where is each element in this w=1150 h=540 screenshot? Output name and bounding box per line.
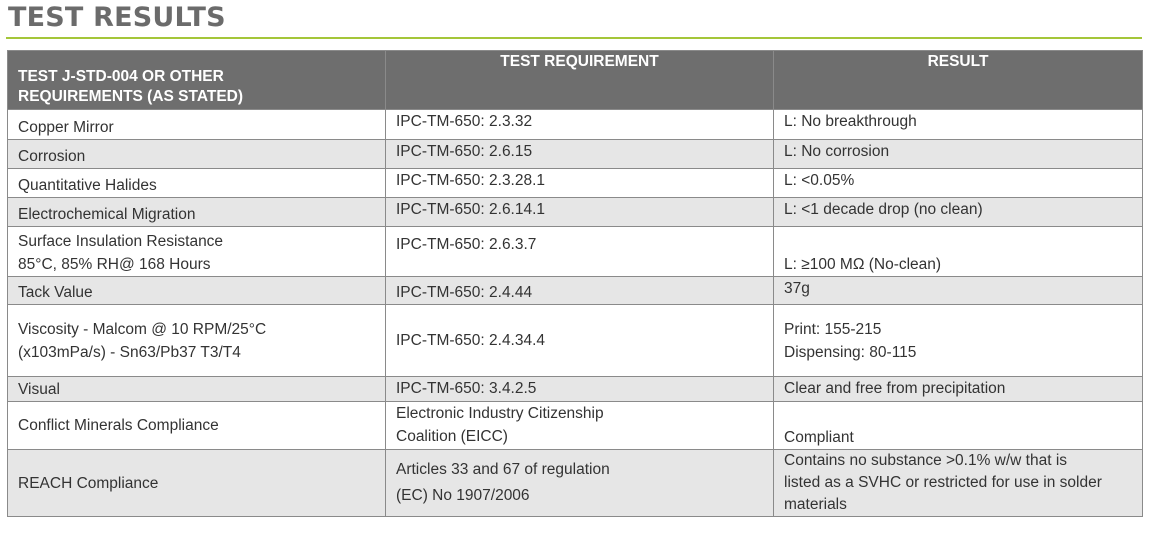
- page-title: TEST RESULTS: [8, 2, 226, 33]
- requirement-cell: IPC-TM-650: 2.4.44: [386, 277, 774, 305]
- requirement-cell: IPC-TM-650: 2.3.32: [386, 110, 774, 140]
- requirement-cell: IPC-TM-650: 2.3.28.1: [386, 169, 774, 198]
- test-cell: Tack Value: [8, 277, 386, 305]
- requirement-cell: IPC-TM-650: 3.4.2.5: [386, 377, 774, 402]
- result-cell: L: No corrosion: [774, 140, 1143, 169]
- table-row: [8, 140, 1143, 169]
- test-cell: Copper Mirror: [8, 110, 386, 140]
- requirement-cell: Electronic Industry Citizenship Coalition (EICC): [386, 402, 774, 450]
- table-row: [8, 110, 1143, 140]
- table-row: [8, 377, 1143, 402]
- result-cell: L: No breakthrough: [774, 110, 1143, 140]
- test-cell: Viscosity - Malcom @ 10 RPM/25°C (x103mPa/s) - Sn63/Pb37 T3/T4: [8, 305, 386, 377]
- result-cell: Print: 155-215 Dispensing: 80-115: [774, 305, 1143, 377]
- requirement-cell: Articles 33 and 67 of regulation (EC) No 1907/2006: [386, 450, 774, 517]
- result-cell: Clear and free from precipitation: [774, 377, 1143, 402]
- title-divider: [6, 37, 1142, 39]
- table-row: [8, 277, 1143, 305]
- requirement-cell: IPC-TM-650: 2.6.3.7: [386, 227, 774, 277]
- table-row: [8, 169, 1143, 198]
- result-cell: 37g: [774, 277, 1143, 305]
- table-row: [8, 305, 1143, 377]
- result-cell: Contains no substance >0.1% w/w that is listed as a SVHC or restricted for use in solder materials: [774, 450, 1143, 517]
- test-cell: Conflict Minerals Compliance: [8, 402, 386, 450]
- results-table: [7, 50, 1143, 517]
- result-cell: L: <0.05%: [774, 169, 1143, 198]
- test-cell: Electrochemical Migration: [8, 198, 386, 227]
- table-row: [8, 450, 1143, 517]
- requirement-cell: IPC-TM-650: 2.6.15: [386, 140, 774, 169]
- result-cell: L: ≥100 MΩ (No-clean): [774, 227, 1143, 277]
- test-cell: REACH Compliance: [8, 450, 386, 517]
- result-cell: L: <1 decade drop (no clean): [774, 198, 1143, 227]
- test-cell: Quantitative Halides: [8, 169, 386, 198]
- test-cell: Corrosion: [8, 140, 386, 169]
- table-row: [8, 402, 1143, 450]
- column-header-result: RESULT: [774, 51, 1143, 110]
- header-row: [8, 51, 1143, 110]
- column-header-requirement: TEST REQUIREMENT: [386, 51, 774, 110]
- table-row: [8, 227, 1143, 277]
- column-header-test: TEST J-STD-004 OR OTHER REQUIREMENTS (AS STATED): [8, 51, 386, 110]
- test-cell: Surface Insulation Resistance 85°C, 85% RH@ 168 Hours: [8, 227, 386, 277]
- requirement-cell: IPC-TM-650: 2.6.14.1: [386, 198, 774, 227]
- table-row: [8, 198, 1143, 227]
- test-cell: Visual: [8, 377, 386, 402]
- result-cell: Compliant: [774, 402, 1143, 450]
- requirement-cell: IPC-TM-650: 2.4.34.4: [386, 305, 774, 377]
